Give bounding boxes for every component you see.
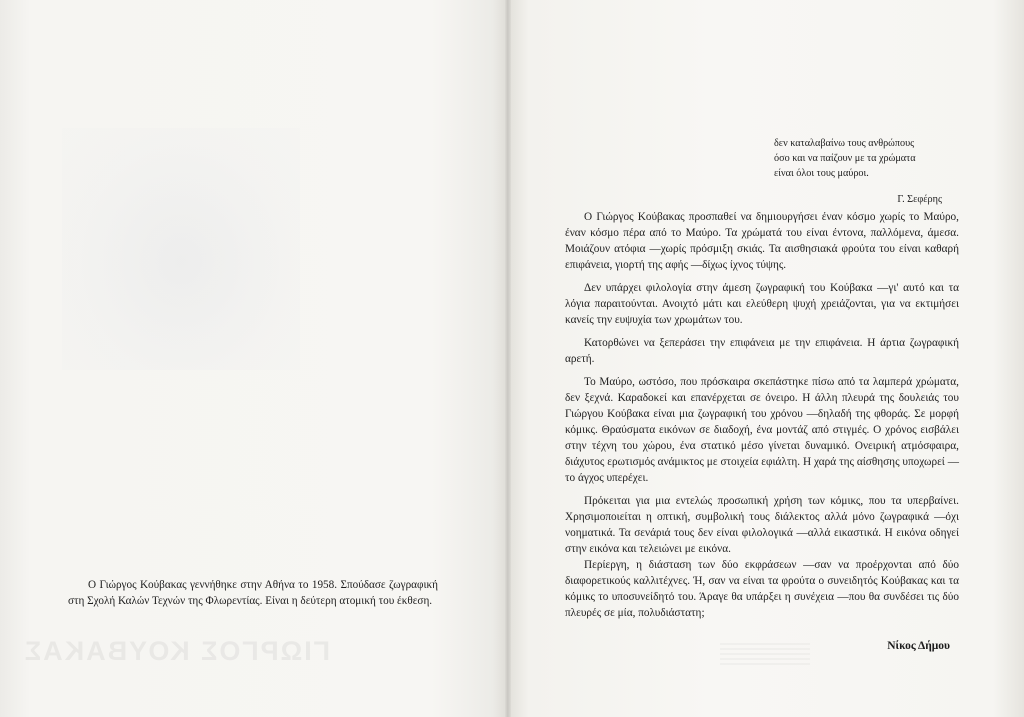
epigraph xyxy=(774,136,974,207)
essay-paragraph: Ο Γιώργος Κούβακας προσπαθεί να δημιουργήσει έναν κόσμο χωρίς το Μαύρο, έναν κόσμο πέρα από το Μαύρο. Τα χρώματά του είναι έντονα, παλλόμενα, άμεσα. Μοιάζουν ατόφια —χωρίς πρόσμιξη σκιάς. Τα αισθησιακά φρούτα του είναι καθαρή επιφάνεια, γιορτή της αφής —δίχως ίχνος τύψης. xyxy=(565,211,959,271)
essay-paragraph: Δεν υπάρχει φιλολογία στην άμεση ζωγραφική του Κούβακα —γι' αυτό και τα λόγια παραιτούνται. Ανοιχτό μάτι και ελεύθερη ψυχή χρειάζονται, για να εκτιμήσει κανείς την ευψυχία των χρωμάτων του. xyxy=(565,282,959,326)
epigraph-line: όσο και να παίζουν με τα χρώματα xyxy=(774,153,916,164)
left-page xyxy=(0,0,508,717)
show-through-text xyxy=(720,643,810,665)
epigraph-line: είναι όλοι τους μαύροι. xyxy=(774,168,869,179)
essay-signature: Νίκος Δήμου xyxy=(887,640,950,652)
show-through-title: ΓΙΩΡΓΟΣ ΚΟΥΒΑΚΑΣ xyxy=(22,636,330,666)
essay-paragraph: Το Μαύρο, ωστόσο, που πρόσκαιρα σκεπάστηκε πίσω από τα λαμπερά χρώματα, δεν ξεχνά. Καραδοκεί και επανέρχεται σε όνειρο. Η άλλη πλευρά της δουλειάς του Γιώργου Κούβακα είναι μια ζωγραφική του χρόνου —δηλαδή της φθοράς. Σε μορφή κόμικς. Θραύσματα εικόνων σε διαδοχή, ένα μοντάζ από στιγμές. Ο χρόνος εισβάλει στην τέχνη του χώρου, ένα στατικό μέσο γίνεται δυναμικό. Ονειρική ατμόσφαιρα, διάχυτος ερωτισμός ανάμικτος με στοιχεία εφιάλτη. Η χαρά της αίσθησης υποχωρεί —το άγχος υπερέχει. xyxy=(565,376,959,484)
essay-paragraph: Πρόκειται για μια εντελώς προσωπική χρήση των κόμικς, που τα υπερβαίνει. Χρησιμοποιείται η οπτική, συμβολική τους διάλεκτος αλλά μόνο ζωγραφικά —όχι νοηματικά. Τα σενάριά τους δεν είναι φιλολογικά —αλλά εικαστικά. Η εικόνα οδηγεί στην εικόνα και τελειώνει με εικόνα. xyxy=(565,495,959,555)
essay-paragraph: Κατορθώνει να ξεπεράσει την επιφάνεια με την επιφάνεια. Η άρτια ζωγραφική αρετή. xyxy=(565,337,959,365)
epigraph-line: δεν καταλαβαίνω τους ανθρώπους xyxy=(774,138,915,149)
essay-body xyxy=(565,209,959,628)
artist-bio: Ο Γιώργος Κούβακας γεννήθηκε στην Αθήνα το 1958. Σπούδασε ζωγραφική στη Σχολή Καλών Τεχνών της Φλωρεντίας. Είναι η δεύτερη ατομική του έκθεση. xyxy=(68,579,438,607)
show-through-image xyxy=(62,128,300,370)
page-gutter xyxy=(505,0,511,717)
essay-paragraph: Περίεργη, η διάσταση των δύο εκφράσεων —σαν να προέρχονται από δύο διαφορετικούς καλλιτέχνες. Ή, σαν να είναι τα φρούτα ο συνειδητός Κούβακας και τα κόμικς το υποσυνείδητό του. Άραγε θα υπάρξει η συνέχεια —που θα συνδέσει τις δύο πλευρές σε μία, πολυδιάστατη; xyxy=(565,559,959,619)
epigraph-author: Γ. Σεφέρης xyxy=(897,194,942,205)
